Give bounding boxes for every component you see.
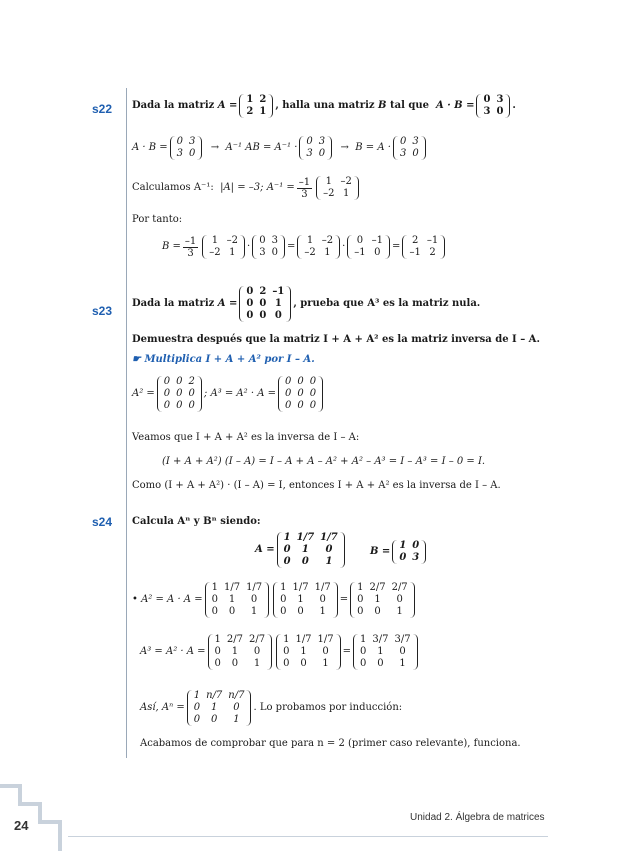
s24-l1-m3: [350, 582, 415, 618]
matrix-cell: –1: [354, 247, 366, 258]
matrix-cell: 0: [176, 376, 183, 387]
s22-statement-pre: Dada la matriz: [132, 100, 215, 111]
s22-l4-eq1: =: [286, 241, 296, 252]
matrix-cell: 0: [250, 594, 258, 605]
matrix-cell: 0: [176, 388, 183, 399]
matrix-cell: 1: [325, 556, 333, 567]
matrix-cell: 3: [306, 148, 313, 159]
matrix-cell: 2: [259, 94, 267, 105]
matrix-cell: 0: [357, 594, 364, 605]
matrix-cell: 1/7: [223, 582, 241, 593]
matrix-cell: 0: [259, 235, 266, 246]
s22-l2-fraction: $\frac{-1}{3}$: [298, 176, 311, 200]
matrix-cell: 0: [297, 400, 304, 411]
s24-l2-m3: [353, 634, 418, 670]
matrix-cell: 1: [233, 714, 240, 725]
exercise-number-s24: s24: [92, 515, 113, 529]
matrix-cell: 0: [283, 658, 290, 669]
matrix-cell: 1: [374, 594, 381, 605]
s22-l4-m3: [297, 235, 340, 259]
page-corner-steps-icon: [0, 780, 70, 851]
matrix-cell: 0: [211, 606, 218, 617]
matrix-cell: 1: [325, 176, 333, 187]
exercise-number-s23: s23: [92, 304, 113, 318]
matrix-cell: 0: [211, 714, 218, 725]
matrix-cell: 1: [214, 634, 221, 645]
s22-line1: [132, 136, 428, 160]
matrix-cell: 1/7: [292, 582, 309, 593]
s22-matrix-ab: [476, 94, 510, 118]
matrix-cell: 0: [246, 298, 254, 309]
matrix-cell: 1/7: [317, 634, 334, 645]
s23-statement2: Demuestra después que la matriz I + A + A² es la matriz inversa de I – A.: [132, 334, 540, 345]
matrix-cell: 0: [374, 247, 381, 258]
matrix-cell: 0: [283, 646, 290, 657]
matrix-cell: n/7: [206, 690, 223, 701]
matrix-cell: –1: [371, 235, 384, 246]
matrix-cell: 0: [231, 658, 239, 669]
matrix-cell: 2/7: [391, 582, 408, 593]
matrix-cell: 1: [211, 582, 218, 593]
matrix-cell: –2: [340, 176, 352, 187]
s24-l3-lhs: Así, Aⁿ =: [140, 702, 185, 713]
matrix-cell: 3: [399, 148, 407, 159]
matrix-cell: 0: [306, 136, 313, 147]
s24-def-b: [370, 540, 428, 564]
s24-l2-m2: [276, 634, 341, 670]
s24-l2-m1: [208, 634, 273, 670]
s23-statement: [132, 286, 480, 322]
s22-l1-mid2: B = A ·: [355, 142, 391, 153]
matrix-cell: 1: [377, 646, 384, 657]
matrix-cell: 0: [300, 658, 307, 669]
matrix-cell: 1: [319, 606, 326, 617]
s23-l1-lhs: A² =: [132, 388, 155, 399]
s24-line2: [140, 634, 420, 670]
matrix-cell: 1: [324, 247, 331, 258]
s22-matrix-a: [239, 94, 273, 118]
s22-l2-inv: A⁻¹ =: [266, 182, 295, 193]
s22-l4-dot1: ·: [247, 241, 251, 252]
matrix-cell: 0: [274, 310, 282, 321]
matrix-cell: 0: [297, 376, 304, 387]
s24-def-b-lhs: B =: [370, 546, 391, 557]
matrix-cell: 2: [411, 235, 419, 246]
s24-statement: Calcula Aⁿ y Bⁿ siendo:: [132, 516, 261, 527]
matrix-cell: 0: [176, 136, 184, 147]
matrix-cell: 0: [193, 714, 201, 725]
s22-line3: Por tanto:: [132, 214, 183, 225]
matrix-cell: 0: [189, 148, 196, 159]
s22-statement-mid2: tal que: [389, 100, 429, 111]
matrix-cell: –2: [321, 235, 334, 246]
matrix-cell: 0: [374, 606, 381, 617]
matrix-cell: 0: [214, 646, 221, 657]
footer-unit-title: Unidad 2. Álgebra de matrices: [410, 812, 545, 823]
s24-l2-lhs: A³ = A² · A =: [140, 646, 206, 657]
s23-l1-m1: [157, 376, 202, 412]
s22-l4-m2: [252, 235, 285, 259]
s24-line3: [140, 690, 402, 726]
matrix-cell: 1: [231, 646, 239, 657]
s22-line2: [132, 176, 361, 200]
s24-l3-matrix: [187, 690, 252, 726]
matrix-cell: 0: [163, 400, 171, 411]
matrix-cell: 3/7: [372, 634, 389, 645]
matrix-cell: 0: [188, 388, 195, 399]
s24-l1-m2: [273, 582, 338, 618]
matrix-cell: 3: [318, 136, 326, 147]
page-number: 24: [14, 818, 29, 833]
matrix-cell: 0: [211, 594, 218, 605]
matrix-cell: 0: [412, 148, 419, 159]
matrix-cell: 0: [193, 702, 201, 713]
matrix-cell: 3: [412, 136, 419, 147]
matrix-cell: 1: [306, 235, 314, 246]
matrix-cell: 1: [357, 582, 364, 593]
matrix-cell: 3/7: [394, 634, 411, 645]
matrix-cell: 0: [246, 310, 254, 321]
matrix-cell: 0: [259, 310, 267, 321]
matrix-cell: 0: [356, 235, 364, 246]
matrix-cell: 0: [259, 298, 267, 309]
matrix-cell: 1: [211, 702, 218, 713]
s22-l1-m2: [299, 136, 332, 160]
matrix-cell: 0: [280, 594, 287, 605]
matrix-cell: 3: [496, 94, 504, 105]
s23-statement-pre: Dada la matriz: [132, 298, 215, 309]
matrix-cell: 3: [189, 136, 196, 147]
matrix-cell: 1: [301, 544, 309, 555]
matrix-cell: 3: [412, 552, 420, 563]
matrix-cell: 0: [360, 658, 367, 669]
matrix-cell: 3: [176, 148, 184, 159]
matrix-cell: 2: [259, 286, 267, 297]
matrix-cell: 0: [399, 136, 407, 147]
matrix-cell: 1: [211, 235, 219, 246]
matrix-cell: 0: [228, 606, 236, 617]
matrix-cell: 2: [429, 247, 436, 258]
s23-line3: (I + A + A²) (I – A) = I – A + A – A² + A² – A³ = I – A³ = I – 0 = I.: [162, 456, 486, 467]
s24-line4: Acabamos de comprobar que para n = 2 (primer caso relevante), funciona.: [140, 738, 521, 749]
s22-l4-dot2: ·: [342, 241, 346, 252]
s23-statement-end: , prueba que A³ es la matriz nula.: [293, 298, 481, 309]
matrix-cell: –2: [209, 247, 221, 258]
s24-def-a: [255, 532, 347, 568]
matrix-cell: 1: [228, 594, 236, 605]
matrix-cell: 2/7: [369, 582, 386, 593]
matrix-cell: 1: [283, 532, 291, 543]
s22-statement-mid: , halla una matriz: [275, 100, 375, 111]
matrix-cell: 0: [309, 400, 317, 411]
matrix-cell: 1/7: [295, 634, 312, 645]
matrix-cell: 0: [357, 606, 364, 617]
matrix-cell: 2: [246, 106, 254, 117]
matrix-cell: 0: [280, 606, 287, 617]
matrix-cell: 0: [214, 658, 221, 669]
matrix-cell: 0: [412, 540, 420, 551]
matrix-cell: 0: [377, 658, 384, 669]
s22-l4-lhs: B =: [162, 241, 181, 252]
matrix-cell: 0: [319, 594, 326, 605]
s22-l4-eq2: =: [392, 241, 401, 252]
matrix-cell: 0: [233, 702, 240, 713]
matrix-cell: 1: [283, 634, 290, 645]
s22-b: B: [378, 100, 387, 111]
matrix-cell: 0: [284, 388, 292, 399]
matrix-cell: 0: [496, 106, 504, 117]
s22-l2-pre: Calculamos A⁻¹:: [132, 182, 214, 193]
matrix-cell: –2: [304, 247, 316, 258]
s22-l4-m4: [347, 235, 390, 259]
matrix-cell: 1/7: [314, 582, 331, 593]
matrix-cell: 2/7: [248, 634, 266, 645]
matrix-cell: 1: [399, 540, 407, 551]
s22-statement: [132, 94, 516, 118]
matrix-cell: 0: [297, 606, 304, 617]
matrix-cell: 1: [399, 658, 406, 669]
s24-l3-end: . Lo probamos por inducción:: [253, 702, 403, 713]
matrix-cell: 0: [246, 286, 254, 297]
matrix-cell: 3: [483, 106, 491, 117]
matrix-cell: 0: [283, 556, 291, 567]
matrix-cell: 0: [283, 544, 291, 555]
s22-a-lhs: A =: [217, 100, 238, 111]
s22-l2-matrix: [316, 176, 359, 200]
matrix-cell: 1: [280, 582, 287, 593]
matrix-cell: 0: [322, 646, 329, 657]
s22-line4: [162, 235, 447, 259]
matrix-cell: 2: [188, 376, 195, 387]
s22-l2-det: |A| = –3;: [220, 182, 264, 193]
matrix-cell: 1: [300, 646, 307, 657]
s24-line1: [132, 582, 417, 618]
matrix-cell: 1/7: [296, 532, 315, 543]
s24-l1-lhs: • A² = A · A =: [132, 594, 203, 605]
matrix-cell: 0: [163, 388, 171, 399]
s24-l1-m1: [205, 582, 270, 618]
s24-l1-eq: =: [339, 594, 349, 605]
matrix-cell: 1: [274, 298, 282, 309]
s22-ab-lhs: A · B =: [435, 100, 475, 111]
matrix-cell: 1: [360, 634, 367, 645]
matrix-cell: 0: [309, 376, 317, 387]
s24-def-b-matrix: [392, 540, 426, 564]
matrix-cell: 0: [325, 544, 333, 555]
matrix-cell: –1: [409, 247, 421, 258]
s24-def-a-lhs: A =: [255, 544, 275, 555]
matrix-cell: 1/7: [320, 532, 338, 543]
s23-line1: [132, 376, 325, 412]
matrix-cell: 0: [163, 376, 171, 387]
matrix-cell: 3: [259, 247, 266, 258]
s22-l4-m5: [402, 235, 445, 259]
matrix-cell: 0: [271, 247, 278, 258]
s24-l2-eq: =: [342, 646, 352, 657]
matrix-cell: 0: [188, 400, 195, 411]
arrow-icon: →: [210, 142, 220, 153]
matrix-cell: –2: [323, 188, 335, 199]
matrix-cell: 1: [246, 94, 254, 105]
s22-statement-end: .: [512, 100, 516, 111]
s22-l1-lhs: A · B =: [132, 142, 168, 153]
matrix-cell: 1: [396, 606, 403, 617]
s22-l1-m3: [393, 136, 426, 160]
margin-rule: [126, 88, 127, 758]
matrix-cell: 0: [301, 556, 309, 567]
s23-l1-mid: ; A³ = A² · A =: [203, 388, 276, 399]
s24-def-a-matrix: [277, 532, 345, 568]
matrix-cell: 1: [259, 106, 267, 117]
matrix-cell: 1: [253, 658, 261, 669]
matrix-cell: 0: [396, 594, 403, 605]
matrix-cell: 3: [271, 235, 278, 246]
matrix-cell: 0: [399, 552, 407, 563]
footer-rule: [68, 836, 548, 837]
matrix-cell: 0: [284, 376, 292, 387]
s23-a-lhs: A =: [217, 298, 238, 309]
matrix-cell: 1: [322, 658, 329, 669]
s23-hint: ☛ Multiplica I + A + A² por I – A.: [132, 354, 315, 365]
arrow-icon: →: [340, 142, 349, 153]
s22-l4-m1: [202, 235, 245, 259]
matrix-cell: 1/7: [246, 582, 263, 593]
matrix-cell: 0: [483, 94, 491, 105]
matrix-cell: n/7: [228, 690, 245, 701]
s22-l4-fraction: $\frac{-1}{3}$: [184, 235, 197, 259]
s22-l1-mid: A⁻¹ AB = A⁻¹ ·: [225, 142, 298, 153]
matrix-cell: 0: [297, 388, 304, 399]
matrix-cell: 1: [250, 606, 258, 617]
matrix-cell: –2: [226, 235, 239, 246]
matrix-cell: 0: [360, 646, 367, 657]
matrix-cell: –1: [426, 235, 439, 246]
matrix-cell: 0: [253, 646, 261, 657]
s23-l1-m2: [278, 376, 323, 412]
exercise-number-s22: s22: [92, 102, 113, 116]
s23-line2: Veamos que I + A + A² es la inversa de I – A:: [132, 432, 360, 443]
s22-l1-m1: [170, 136, 203, 160]
matrix-cell: 0: [176, 400, 183, 411]
matrix-cell: 0: [318, 148, 326, 159]
matrix-cell: –1: [272, 286, 285, 297]
matrix-cell: 0: [309, 388, 317, 399]
matrix-cell: 1: [193, 690, 201, 701]
s23-line4: Como (I + A + A²) · (I – A) = I, entonces I + A + A² es la inversa de I – A.: [132, 480, 501, 491]
matrix-cell: 2/7: [226, 634, 243, 645]
matrix-cell: 1: [229, 247, 236, 258]
matrix-cell: 1: [343, 188, 350, 199]
matrix-cell: 0: [284, 400, 292, 411]
s23-matrix-a: [239, 286, 291, 322]
matrix-cell: 1: [297, 594, 304, 605]
matrix-cell: 0: [399, 646, 406, 657]
